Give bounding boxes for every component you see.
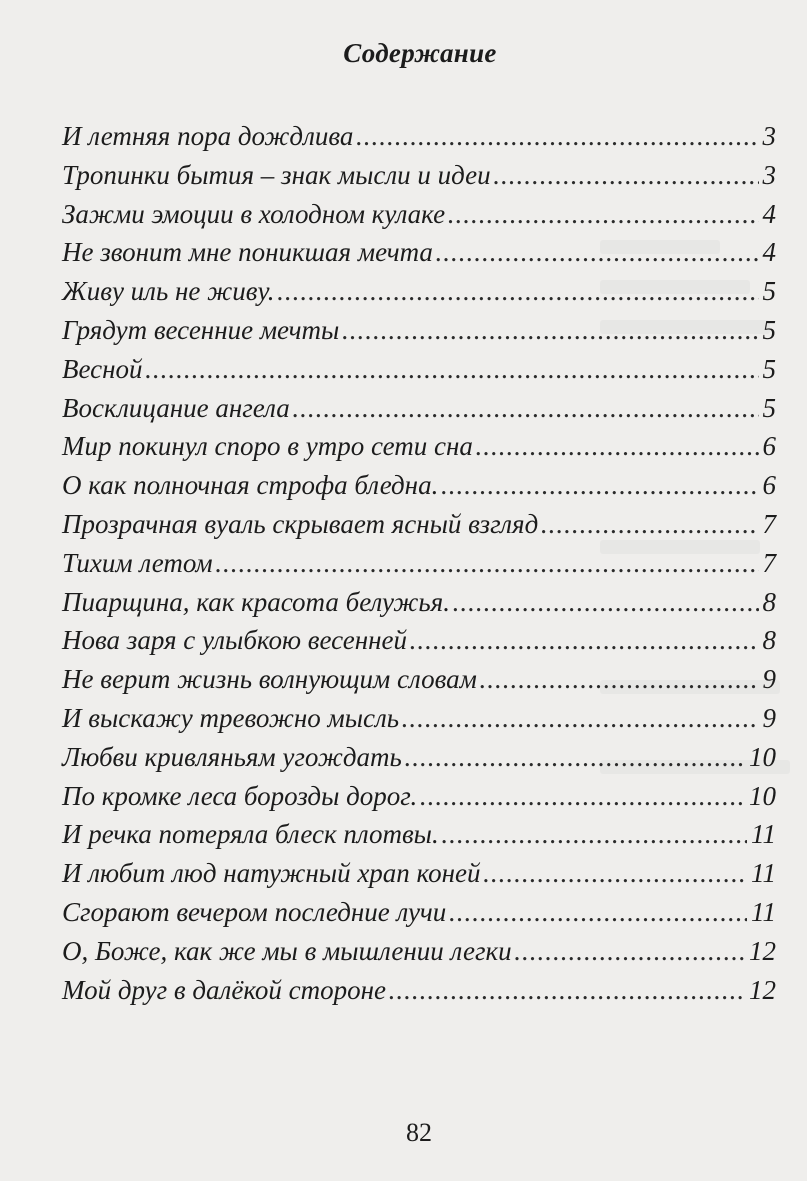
- toc-entry: [62, 160, 776, 199]
- dot-leader: [277, 276, 759, 307]
- toc-entry-page: 5: [762, 314, 776, 345]
- dot-leader: [540, 509, 758, 540]
- dot-leader: [292, 393, 759, 424]
- toc-entry: [62, 936, 776, 975]
- dot-leader: [401, 703, 758, 734]
- toc-entry-page: 3: [762, 121, 776, 151]
- toc-entry: [62, 121, 776, 160]
- toc-entry: [62, 276, 776, 315]
- toc-entry: [62, 742, 776, 781]
- dot-leader: [479, 664, 759, 695]
- toc-entry-title: Пиарщина, как красота белужья.: [62, 586, 450, 617]
- toc-entry: [62, 625, 776, 664]
- dot-leader: [452, 587, 759, 618]
- toc-entry: [62, 897, 776, 936]
- toc-entry-page: 9: [762, 664, 776, 695]
- dot-leader: [448, 897, 747, 928]
- toc-entry-title: Зажми эмоции в холодном кулаке: [62, 198, 446, 229]
- toc-entry-page: 11: [751, 819, 776, 850]
- dot-leader: [440, 470, 758, 501]
- toc-entry-page: 10: [749, 780, 776, 811]
- table-of-contents: [62, 121, 776, 1013]
- toc-entry: [62, 237, 776, 276]
- toc-entry-title: И любит люд натужный храп коней: [62, 858, 481, 889]
- dot-leader: [447, 199, 758, 230]
- toc-entry: [62, 431, 776, 470]
- dot-leader: [215, 548, 759, 579]
- toc-entry-title: И выскажу тревожно мысль: [62, 702, 400, 733]
- toc-entry-title: Сгорают вечером последние лучи: [62, 896, 447, 927]
- toc-entry: [62, 975, 776, 1014]
- toc-entry-page: 3: [762, 159, 776, 190]
- toc-entry-title: Прозрачная вуаль скрывает ясный взгляд: [62, 508, 539, 539]
- toc-entry-title: Грядут весенние мечты: [62, 314, 340, 345]
- dot-leader: [514, 936, 745, 967]
- toc-entry-title: И летняя пора дождлива: [62, 121, 354, 151]
- toc-entry-title: И речка потеряла блеск плотвы.: [62, 819, 439, 850]
- dot-leader: [409, 625, 758, 656]
- toc-entry: [62, 315, 776, 354]
- dot-leader: [435, 237, 759, 268]
- toc-entry-title: Нова заря с улыбкою весенней: [62, 625, 408, 656]
- toc-entry: [62, 781, 776, 820]
- toc-entry-page: 7: [762, 508, 776, 539]
- toc-entry-page: 9: [762, 702, 776, 733]
- dot-leader: [475, 431, 759, 462]
- toc-entry: [62, 703, 776, 742]
- toc-entry: [62, 354, 776, 393]
- page-title: Содержание: [343, 38, 497, 68]
- toc-entry-page: 11: [751, 896, 776, 927]
- toc-entry-title: О, Боже, как же мы в мышлении легки: [62, 935, 512, 966]
- toc-entry: [62, 393, 776, 432]
- dot-leader: [388, 975, 745, 1006]
- toc-entry: [62, 509, 776, 548]
- toc-entry-page: 8: [762, 625, 776, 656]
- dot-leader: [341, 315, 758, 346]
- toc-entry-page: 11: [751, 858, 776, 889]
- toc-entry-title: О как полночная строфа бледна.: [62, 470, 439, 501]
- toc-entry-page: 6: [762, 431, 776, 462]
- toc-entry-title: По кромке леса борозды дорог.: [62, 780, 418, 811]
- toc-entry-title: Мой друг в далёкой стороне: [62, 974, 387, 1005]
- toc-entry-page: 8: [762, 586, 776, 617]
- dot-leader: [145, 354, 759, 385]
- toc-entry-page: 6: [762, 470, 776, 501]
- toc-entry-page: 10: [749, 741, 776, 772]
- toc-entry-title: Весной: [62, 353, 143, 384]
- toc-entry: [62, 664, 776, 703]
- dot-leader: [483, 858, 747, 889]
- toc-entry-title: Не верит жизнь волнующим словам: [62, 664, 477, 695]
- toc-entry: [62, 587, 776, 626]
- toc-entry: [62, 199, 776, 238]
- dot-leader: [404, 742, 745, 773]
- toc-entry-title: Тихим летом: [62, 547, 213, 578]
- toc-entry-page: 4: [762, 237, 776, 268]
- dot-leader: [493, 160, 759, 191]
- toc-entry-page: 5: [762, 353, 776, 384]
- toc-entry: [62, 548, 776, 587]
- toc-entry-title: Не звонит мне поникшая мечта: [62, 237, 433, 268]
- dot-leader: [419, 781, 745, 812]
- toc-entry-title: Любви кривляньям угождать: [62, 741, 402, 772]
- toc-entry-page: 7: [762, 547, 776, 578]
- toc-entry-title: Восклицание ангела: [62, 392, 290, 423]
- toc-entry-page: 12: [749, 935, 776, 966]
- page-number: 82: [406, 1118, 432, 1147]
- toc-entry-page: 5: [762, 392, 776, 423]
- toc-entry-page: 5: [762, 276, 776, 307]
- toc-entry-title: Тропинки бытия – знак мысли и идеи: [62, 159, 491, 190]
- toc-entry: [62, 819, 776, 858]
- toc-entry-page: 12: [749, 974, 776, 1005]
- toc-entry-page: 4: [762, 198, 776, 229]
- toc-entry: [62, 858, 776, 897]
- toc-entry-title: Мир покинул споро в утро сети сна: [62, 431, 473, 462]
- toc-entry: [62, 470, 776, 509]
- dot-leader: [441, 819, 747, 850]
- dot-leader: [355, 121, 758, 152]
- toc-entry-title: Живу иль не живу.: [62, 276, 275, 307]
